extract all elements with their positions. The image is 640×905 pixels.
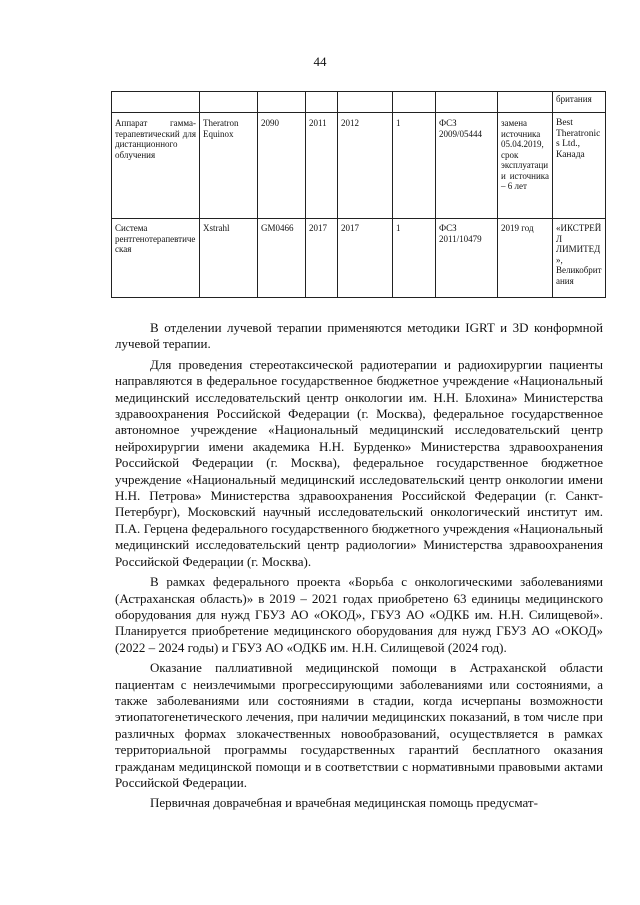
table-row	[112, 92, 606, 113]
table-cell	[436, 92, 498, 113]
paragraph: Для проведения стереотаксической радиотерапии и радиохирургии пациенты направляются в федеральное государственное бюджетное учреждение «Национальный медицинский исследовательский центр онкологии им. Н.Н. Блохина» Министерства здравоохранения Российской Федерации (г. Москва), федеральное государственное автономное учреждение «Национальный медицинский исследовательский центр нейрохирургии имени академика Н.Н. Бурденко» Министерства здравоохранения Российской Федерации (г. Москва), федеральное государственное бюджетное учреждение «Национальный медицинский исследовательский центр онкологии имени Н.Н. Петрова» Министерства здравоохранения Российской Федерации (г. Санкт-Петербург), Московский научный исследовательский онкологический институт им. П.А. Герцена федерального государственного бюджетного учреждения «Национальный медицинский исследовательский центр радиологии» Министерства здравоохранения Российской Федерации (г. Москва).	[115, 356, 603, 569]
table-cell	[306, 92, 338, 113]
table-cell	[498, 92, 553, 113]
table-cell-serial: 2090	[258, 113, 306, 219]
table-cell-registration: ФСЗ 2009/05444	[436, 113, 498, 219]
body-text	[115, 320, 603, 816]
table-cell-registration: ФСЗ 2011/10479	[436, 219, 498, 298]
table-cell-year-made: 2011	[306, 113, 338, 219]
paragraph: Оказание паллиативной медицинской помощи в Астраханской области пациентам с неизлечимыми прогрессирующими заболеваниями или состояниями, а также заболеваниями или состояниями в стадии, когда исчерпаны возможности этиопатогенетического лечения, при наличии медицинских показаний, в том числе при различных формах злокачественных новообразований, осуществляется в рамках территориальной программы государственных гарантий бесплатного оказания гражданам медицинской помощи и в соответствии с нормативными правовыми актами Российской Федерации.	[115, 660, 603, 790]
table-cell-note: 2019 год	[498, 219, 553, 298]
table-cell	[112, 92, 200, 113]
table-cell	[338, 92, 393, 113]
table-row	[112, 113, 606, 219]
table-row	[112, 219, 606, 298]
table-cell	[200, 92, 258, 113]
table-cell	[258, 92, 306, 113]
page-number: 44	[313, 54, 327, 69]
paragraph: Первичная доврачебная и врачебная медицинская помощь предусмат-	[150, 795, 538, 811]
equipment-table	[111, 91, 606, 298]
paragraph: В рамках федерального проекта «Борьба с онкологическими заболеваниями (Астраханская область)» в 2019 – 2021 годах приобретено 63 единицы медицинского оборудования для нужд ГБУЗ АО «ОКОД», ГБУЗ АО «ОДКБ им. Н.Н. Силищевой». Планируется приобретение медицинского оборудования для нужд ГБУЗ АО «ОКОД» (2022 – 2024 годы) и ГБУЗ АО «ОДКБ им. Н.Н. Силищевой (2024 год).	[115, 574, 603, 655]
table-cell-serial: GM0466	[258, 219, 306, 298]
table-cell-year-commissioned: 2012	[338, 113, 393, 219]
table-cell-note: замена источника 05.04.2019, срок эксплуатации источника – 6 лет	[498, 113, 553, 219]
table-cell-equipment-name: Аппарат гамма-терапевтический для дистанционного облучения	[112, 113, 200, 219]
paragraph: В отделении лучевой терапии применяются методики IGRT и 3D конформной лучевой терапии.	[115, 320, 603, 352]
table-cell	[393, 92, 436, 113]
table-cell-year-commissioned: 2017	[338, 219, 393, 298]
table-cell-equipment-name: Система рентгенотерапевтическая	[112, 219, 200, 298]
table-cell: британия	[553, 92, 606, 113]
table-cell-manufacturer: Best Theratronics Ltd., Канада	[553, 113, 606, 219]
table-cell-year-made: 2017	[306, 219, 338, 298]
table-cell-model: Theratron Equinox	[200, 113, 258, 219]
table-cell-quantity: 1	[393, 113, 436, 219]
table-cell-quantity: 1	[393, 219, 436, 298]
table-cell-model: Xstrahl	[200, 219, 258, 298]
table-cell-manufacturer: «ИКСТРЕЙЛ ЛИМИТЕД», Великобритания	[553, 219, 606, 298]
